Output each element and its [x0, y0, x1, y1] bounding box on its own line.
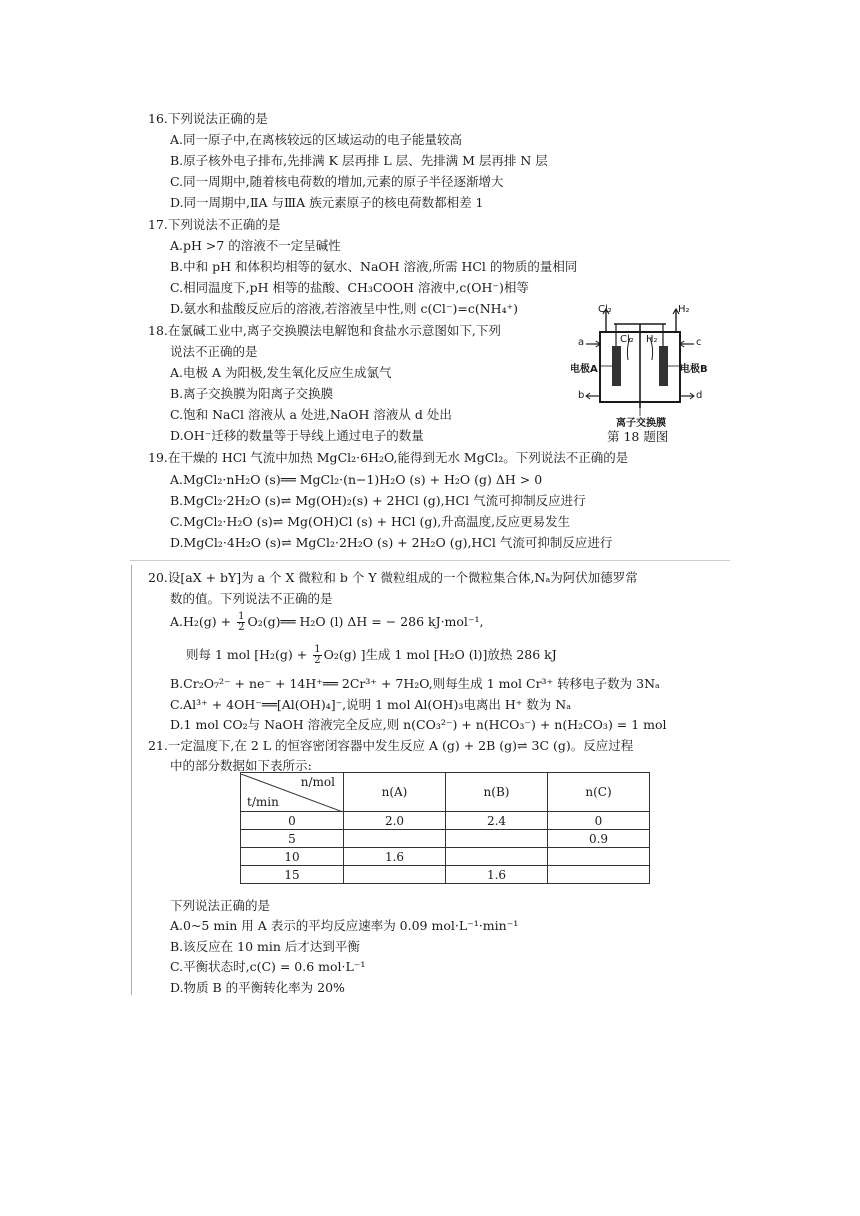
q16-option-d: D.同一周期中,ⅡA 与ⅢA 族元素原子的核电荷数都相差 1 — [170, 195, 484, 210]
figure-electrode-a-label: 电极A — [570, 364, 598, 375]
table-cell: 0 — [241, 812, 344, 830]
q18-stem-line2: 说法不正确的是 — [170, 344, 258, 359]
q17-stem: 17.下列说法不正确的是 — [148, 217, 281, 232]
fraction-one-half-2 — [313, 645, 321, 666]
q17-option-c: C.相同温度下,pH 相等的盐酸、CH₃COOH 溶液中,c(OH⁻)相等 — [170, 280, 529, 295]
figure-electrode-b-label: 电极B — [680, 364, 708, 375]
figure-h2-inner-label: H₂ — [646, 334, 658, 345]
table-header-cell: n(C) — [548, 773, 650, 812]
table-row — [241, 830, 650, 848]
table-cell: 2.4 — [446, 812, 548, 830]
table-header-cell: n(B) — [446, 773, 548, 812]
table-cell: 5 — [241, 830, 344, 848]
q18-option-c: C.饱和 NaCl 溶液从 a 处进,NaOH 溶液从 d 处出 — [170, 407, 452, 422]
figure-label-d: d — [696, 390, 703, 401]
q21-stem-line2: 中的部分数据如下表所示: — [170, 758, 312, 773]
left-margin-rule — [131, 565, 132, 995]
table-cell — [446, 830, 548, 848]
figure-caption: 第 18 题图 — [607, 429, 669, 444]
section-divider — [130, 560, 730, 561]
figure-membrane-label: 离子交换膜 — [616, 418, 666, 429]
figure-label-c: c — [696, 337, 702, 348]
q20-stem-line1: 20.设[aX + bY]为 a 个 X 微粒和 b 个 Y 微粒组成的一个微粒集合体,Nₐ为阿伏加德罗常 — [148, 570, 638, 585]
electrolysis-cell-figure — [570, 304, 708, 444]
q17-option-b: B.中和 pH 和体积均相等的氨水、NaOH 溶液,所需 HCl 的物质的量相同 — [170, 259, 578, 274]
table-corner-top: n/mol — [300, 775, 335, 789]
table-cell — [446, 848, 548, 866]
q19-stem: 19.在干燥的 HCl 气流中加热 MgCl₂·6H₂O,能得到无水 MgCl₂。下列说法不正确的是 — [148, 450, 629, 465]
q16-option-a: A.同一原子中,在离核较远的区域运动的电子能量较高 — [170, 132, 462, 147]
table-header-row — [241, 773, 650, 812]
q18-option-d: D.OH⁻迁移的数量等于导线上通过电子的数量 — [170, 428, 424, 443]
figure-cl2-inner-label: Cl₂ — [620, 334, 634, 345]
table-cell — [548, 848, 650, 866]
q20-stem-line2: 数的值。下列说法不正确的是 — [170, 591, 333, 606]
q16-option-c: C.同一周期中,随着核电荷数的增加,元素的原子半径逐渐增大 — [170, 174, 504, 189]
figure-label-b: b — [578, 390, 585, 401]
table-cell: 15 — [241, 866, 344, 884]
table-row — [241, 866, 650, 884]
q16-stem: 16.下列说法正确的是 — [148, 111, 268, 126]
fraction-one-half — [237, 612, 245, 633]
q21-option-b: B.该反应在 10 min 后才达到平衡 — [170, 939, 360, 954]
q17-option-d: D.氨水和盐酸反应后的溶液,若溶液呈中性,则 c(Cl⁻)=c(NH₄⁺) — [170, 301, 519, 316]
table-header-cell: n(A) — [344, 773, 446, 812]
q20-option-c: C.Al³⁺ + 4OH⁻══[Al(OH)₄]⁻,说明 1 mol Al(OH)₃电离出 H⁺ 数为 Nₐ — [170, 697, 572, 712]
q21-data-table — [240, 772, 650, 884]
figure-h2-outlet-label: H₂ — [678, 304, 690, 315]
q17-option-a: A.pH >7 的溶液不一定呈碱性 — [170, 238, 341, 253]
q20-option-a-post: O₂(g)══ H₂O (l) ΔH = − 286 kJ·mol⁻¹, — [247, 614, 484, 629]
table-cell — [548, 866, 650, 884]
fraction-numerator-2: 1 — [314, 644, 321, 655]
table-cell: 1.6 — [446, 866, 548, 884]
q16-option-b: B.原子核外电子排布,先排满 K 层再排 L 层、先排满 M 层再排 N 层 — [170, 153, 548, 168]
q20-option-d: D.1 mol CO₂与 NaOH 溶液完全反应,则 n(CO₃²⁻) + n(HCO₃⁻) + n(H₂CO₃) = 1 mol — [170, 717, 667, 732]
table-corner-bottom: t/min — [247, 795, 279, 809]
q19-option-b: B.MgCl₂·2H₂O (s)⇌ Mg(OH)₂(s) + 2HCl (g),HCl 气流可抑制反应进行 — [170, 493, 586, 508]
table-cell: 0.9 — [548, 830, 650, 848]
q20-option-a-pre: A.H₂(g) + — [170, 614, 236, 629]
table-cell — [344, 830, 446, 848]
q21-stem-line3: 下列说法正确的是 — [170, 898, 271, 913]
table-cell — [344, 866, 446, 884]
q20-option-a-line2 — [186, 645, 557, 666]
figure-cl2-outlet-label: Cl₂ — [598, 304, 612, 315]
fraction-denominator-2: 2 — [314, 655, 321, 666]
table-cell: 1.6 — [344, 848, 446, 866]
table-cell: 2.0 — [344, 812, 446, 830]
q21-option-a: A.0~5 min 用 A 表示的平均反应速率为 0.09 mol·L⁻¹·min⁻¹ — [170, 918, 519, 933]
table-cell: 10 — [241, 848, 344, 866]
q18-stem-line1: 18.在氯碱工业中,离子交换膜法电解饱和食盐水示意图如下,下列 — [148, 323, 501, 338]
table-corner-cell — [241, 773, 344, 812]
q18-option-b: B.离子交换膜为阳离子交换膜 — [170, 386, 334, 401]
table-cell: 0 — [548, 812, 650, 830]
fraction-denominator: 2 — [238, 622, 245, 633]
table-row — [241, 812, 650, 830]
q20-option-b: B.Cr₂O₇²⁻ + ne⁻ + 14H⁺══ 2Cr³⁺ + 7H₂O,则每生成 1 mol Cr³⁺ 转移电子数为 3Nₐ — [170, 676, 660, 691]
q21-option-c: C.平衡状态时,c(C) = 0.6 mol·L⁻¹ — [170, 959, 366, 974]
q18-option-a: A.电极 A 为阳极,发生氧化反应生成氯气 — [170, 365, 392, 380]
q20-option-a — [170, 612, 484, 633]
q21-stem-line1: 21.一定温度下,在 2 L 的恒容密闭容器中发生反应 A (g) + 2B (g)⇌ 3C (g)。反应过程 — [148, 738, 634, 753]
table-row — [241, 848, 650, 866]
q19-option-d: D.MgCl₂·4H₂O (s)⇌ MgCl₂·2H₂O (s) + 2H₂O (g),HCl 气流可抑制反应进行 — [170, 535, 613, 550]
q19-option-a: A.MgCl₂·nH₂O (s)══ MgCl₂·(n−1)H₂O (s) + H₂O (g) ΔH > 0 — [170, 472, 543, 487]
figure-label-a: a — [578, 337, 585, 348]
q20-option-a2-pre: 则每 1 mol [H₂(g) + — [186, 647, 312, 662]
q19-option-c: C.MgCl₂·H₂O (s)⇌ Mg(OH)Cl (s) + HCl (g),升高温度,反应更易发生 — [170, 514, 571, 529]
q20-option-a2-post: O₂(g) ]生成 1 mol [H₂O (l)]放热 286 kJ — [323, 647, 557, 662]
fraction-numerator: 1 — [238, 611, 245, 622]
q21-option-d: D.物质 B 的平衡转化率为 20% — [170, 980, 345, 995]
